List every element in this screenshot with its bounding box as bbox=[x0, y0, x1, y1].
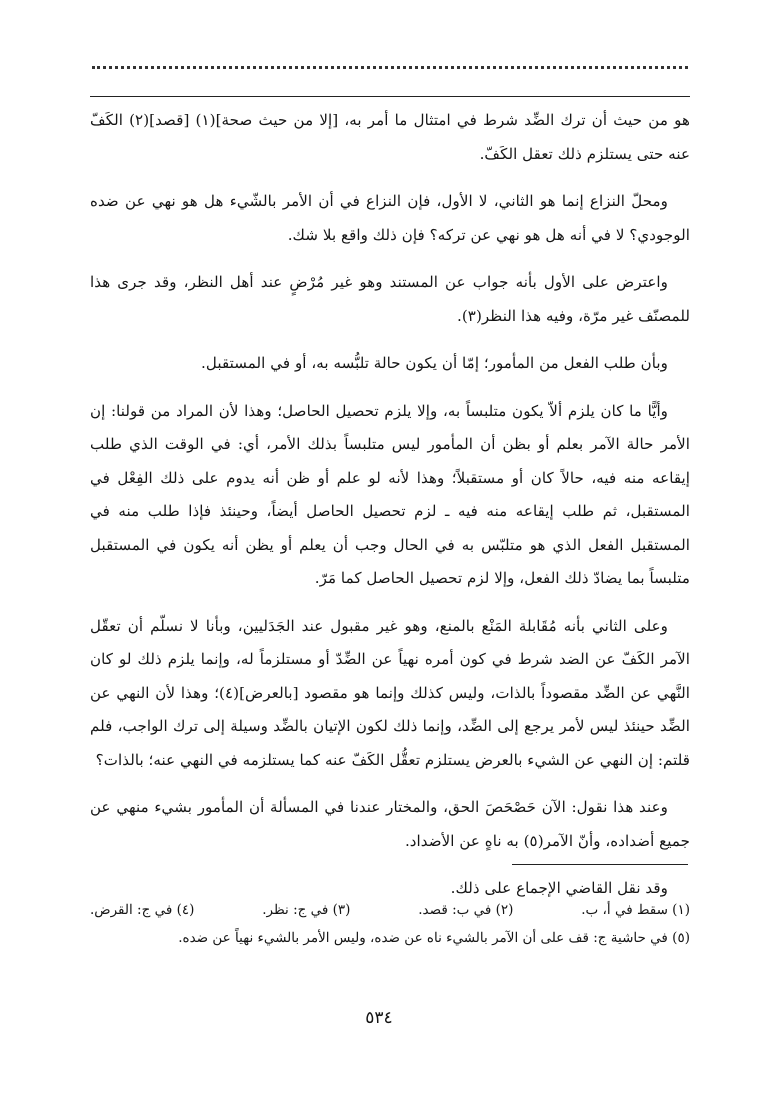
paragraph: واعترض على الأول بأنه جواب عن المستند وهو غير مُرْضٍ عند أهل النظر، وقد جرى هذا للمصنّف غير مرّة، وفيه هذا النظر(٣). bbox=[90, 273, 690, 325]
footnotes bbox=[90, 896, 690, 952]
header-rule bbox=[90, 96, 690, 97]
main-text bbox=[90, 104, 690, 920]
paragraph: وعند هذا نقول: الآن حَصْحَصَ الحق، والمختار عندنا في المسألة أن المأمور بشيء منهي عن جميع أضداده، وأنّ الآمر(٥) به ناهٍ عن الأضداد. bbox=[90, 798, 690, 850]
page-number: ٥٣٤ bbox=[365, 1008, 393, 1028]
paragraph: وقد نقل القاضي الإجماع على ذلك. bbox=[450, 879, 668, 897]
footnote-separator bbox=[512, 864, 688, 865]
footnote-row bbox=[90, 896, 690, 924]
footnote-3: (٣) في ج: نظر. bbox=[262, 902, 351, 918]
paragraph: وعلى الثاني بأنه مُقَابلة المَنْع بالمنع، وهو غير مقبول عند الجَدَليين، وبأنا لا نسلّم أن تعقّل الآمر الكَفّ عن الضد شرط في كون أمره نهياً عن الضِّدّ أو مستلزماً له، وإنما يلزم ذلك لو كان النَّهي عن الضِّد مقصوداً بالذات، وليس كذلك وإنما هو مقصود [بالعرض](٤)؛ وهذا لأن النهي عن الضِّد حينئذ ليس لأمر يرجع إلى الضِّد، وإنما ذلك لكون الإتيان بالضِّد وسيلة إلى ترك الواجب، فلم قلتم: إن النهي عن الشيء بالعرض يستلزم تعقُّل الكَفّ عنه كما يستلزمه في النهي عنه؛ بالذات؟ bbox=[90, 616, 690, 769]
paragraph: وبأن طلب الفعل من المأمور؛ إمّا أن يكون حالة تلبُّسه به، أو في المستقبل. bbox=[201, 354, 668, 372]
paragraph: هو من حيث أن ترك الضِّد شرط في امتثال ما أمر به، [إلا من حيث صحة](١) [قصد](٢) الكَفّ عنه حتى يستلزم ذلك تعقل الكَفّ. bbox=[90, 111, 690, 163]
footnote-row bbox=[90, 924, 690, 952]
footnote-2: (٢) في ب: قصد. bbox=[418, 902, 514, 918]
footnote-4: (٤) في ج: القرض. bbox=[90, 902, 195, 918]
footnote-5: (٥) في حاشية ج: قف على أن الآمر بالشيء ناه عن ضده، وليس الأمر بالشيء نهياً عن ضده. bbox=[178, 930, 690, 946]
footnote-1: (١) سقط في أ، ب. bbox=[581, 902, 690, 918]
paragraph: وأيًّا ما كان يلزم ألاّ يكون متلبساً به، وإلا يلزم تحصيل الحاصل؛ وهذا لأن المراد من قولنا: إن الأمر حالة الآمر بعلم أو بظن أن المأمور ليس متلبساً بذلك الأمر، أي: في الوقت الذي طلب إيقاعه منه فيه، حالاً كان أو مستقبلاً؛ وهذا لأنه لو علم أو ظن أنه يدوم على ذلك الفِعْل في المستقبل، ثم طلب إيقاعه منه فيه ـ لزم تحصيل الحاصل أيضاً، وحينئذ فإذا طلب منه في المستقبل الفعل الذي هو متلبّس به في الحال وجب أن يعلم أو يظن أنه يكون في المستقبل متلبساً بما يضادّ ذلك الفعل، وإلا لزم تحصيل الحاصل كما مَرّ. bbox=[90, 401, 690, 587]
paragraph: ومحلّ النزاع إنما هو الثاني، لا الأول، فإن النزاع في أن الأمر بالشّيء هل هو نهي عن ضده الوجودي؟ لا في أنه هل هو نهي عن تركه؟ فإن ذلك واقع بلا شك. bbox=[90, 192, 690, 244]
top-dotted-line bbox=[92, 66, 688, 69]
